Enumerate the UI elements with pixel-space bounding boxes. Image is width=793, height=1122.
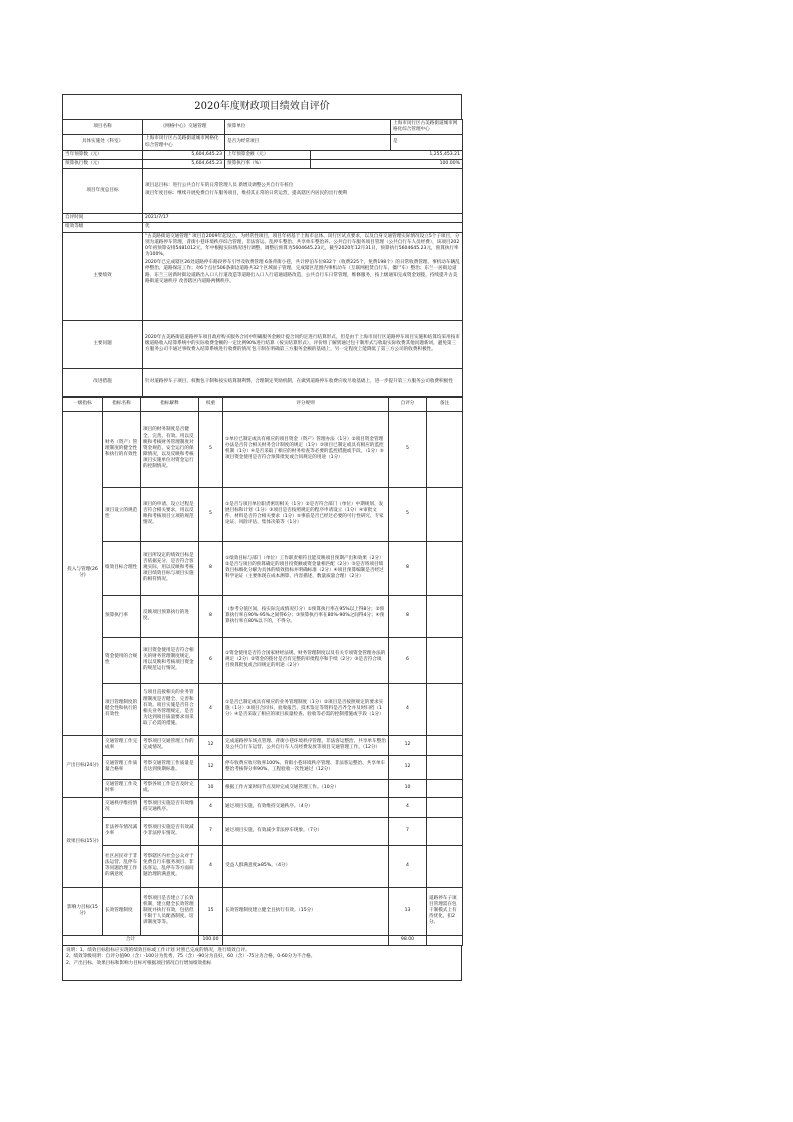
column-header-level1: 一级指标 xyxy=(63,397,103,411)
indicator-remark xyxy=(427,755,463,779)
indicator-remark xyxy=(427,797,463,817)
indicator-weight: 12 xyxy=(199,755,223,779)
self-score: 4 xyxy=(389,683,427,735)
self-score: 5 xyxy=(389,487,427,541)
indicator-explanation: 考察项目实施是否有效维持交通秩序。 xyxy=(141,797,199,817)
main-performance-para-1: "古美路街道交通管理" 项目自2009年起设立，为经常性项目，项目年初基于上海市总体、闵行区试点要求，以及自身交通管理实际情况设立5个子项目，分别为道路停车管理，背街小巷环境秩序综合管理，非法客运、乱停车整治、共享单车整治养、公共自行车服务项目管理（公共自行车人员经费），该项目2020年初预算安排5481012元，年中根据实际情况进行调整，调整后预算为5604645.23元，截至2020年12月31日，预算执行5604645.23元，预算执行率为100%。 xyxy=(145,233,460,258)
indicator-remark xyxy=(427,541,463,595)
indicator-explanation: 考察项目实施是否有效减少非法停车情况。 xyxy=(141,817,199,845)
column-header-level2: 指标名称 xyxy=(103,397,141,411)
indicator-explanation: 考察各项工作是否及时完成。 xyxy=(141,779,199,797)
scoring-rules: ①资金使用是否符合国家财经法规、财务管理制度以及有关专项资金管理办法的规定（2分）②资金的拨付是否有完整的审批程序和手续（2分）③是否符合项目预算批复或合同规定的用途（2分） xyxy=(223,637,389,683)
table-row xyxy=(63,411,463,487)
problems-label: 主要问题 xyxy=(63,320,143,368)
scoring-rules: 通过项目实施，有效减少非法停车现象。（7分） xyxy=(223,817,389,845)
impl-unit-value: 上海市闵行区古美路街道城市网格化综合管理中心 xyxy=(143,135,225,150)
indicator-remark: 道路停车子项目管理需在包干制模式上有待优化，扣2分。 xyxy=(427,887,463,935)
indicator-explanation: 项目的财务制度是否健全、完善、有效。用以反映和考核财务管理制度对资金规范、安全运行的保障情况，以及反映和考核项目实施单位对资金运行的控制情况。 xyxy=(141,411,199,487)
budget-exec-label: 预算执行数（元） xyxy=(63,159,143,168)
column-header-explain: 指标解释 xyxy=(141,397,199,411)
self-score: 10 xyxy=(389,779,427,797)
project-name-value: 《网格中心》交通管理 xyxy=(143,120,225,135)
indicator-name: 交通管理工作质量合格率 xyxy=(103,755,141,779)
table-row xyxy=(63,595,463,637)
indicator-remark xyxy=(427,779,463,797)
total-row xyxy=(63,935,463,945)
indicator-remark xyxy=(427,683,463,735)
indicator-weight: 4 xyxy=(199,845,223,887)
measures-label: 改进措施 xyxy=(63,368,143,396)
column-header-remark: 备注 xyxy=(427,397,463,411)
main-performance-label: 主要绩效 xyxy=(63,232,143,320)
indicator-name: 预算执行率 xyxy=(103,595,141,637)
scoring-rules: ①是否与项目单位职责密切相关（1分）②是否符合部门（单位）中期规划、发展目标和计划（1分）③项目是否按照规定的程序申请设立（1分）④审批文件、材料是否符合相关要求（1分）⑤事前是否已经过必要的可行性研究、专家论证、风险评估、集体决策等（1分） xyxy=(223,487,389,541)
self-score: 4 xyxy=(389,797,427,817)
indicator-weight: 8 xyxy=(199,595,223,637)
scoring-rules: 受益人群满意度≥85%。（4分） xyxy=(223,845,389,887)
self-score: 7 xyxy=(389,817,427,845)
table-row xyxy=(63,541,463,595)
indicator-name: 资金使用的合规性 xyxy=(103,637,141,683)
main-performance-text xyxy=(143,232,463,320)
indicator-explanation: 项目的申请、设立过程是否符合相关要求，用以反映和考核项目立项的规范情况。 xyxy=(141,487,199,541)
indicator-weight: 6 xyxy=(199,637,223,683)
budget-unit-label: 预算单位 xyxy=(225,120,391,135)
measures-text: 针对道路停车子项目，权衡包干制和按实结算制利弊，合理制定奖励机制，在做到道路停车收费应收尽收基础上，进一步提升第三方服务公司收费积极性 xyxy=(143,368,463,396)
indicator-name: 交通秩序维持情况 xyxy=(103,797,141,817)
indicator-name: 绩效目标合理性 xyxy=(103,541,141,595)
indicator-explanation: 项目所设定的绩效目标是否依据充分，是否符合客观实际，用以反映和考核项目绩效目标与项目实施的相符情况。 xyxy=(141,541,199,595)
eval-time-label: 自评时间 xyxy=(63,214,143,223)
indicator-explanation: 考察辖区内社会公众对于免费自行车服务项目、非法客运、乱停车等方面问题治理的满意度。 xyxy=(141,845,199,887)
indicator-explanation: 考察交通管理工作质量是否达到预期标准。 xyxy=(141,755,199,779)
note-line: 说明：1、绩效目标指标应实现的绩效目标或工作计划 对照已完成的情况，进行绩效自评。 xyxy=(66,947,250,953)
scoring-rules: 长效管理制度建立健全且执行有效。（15分） xyxy=(223,887,389,935)
indicator-name: 交通管理工作完成率 xyxy=(103,735,141,755)
goals-text xyxy=(143,169,463,214)
project-name-label: 项目名称 xyxy=(63,120,143,135)
column-header-rules: 评分规则 xyxy=(223,397,389,411)
indicator-weight: 5 xyxy=(199,411,223,487)
page-title: 2020年度财政项目绩效自评价 xyxy=(62,94,462,119)
indicator-remark xyxy=(427,735,463,755)
indicator-explanation: 项目资金使用是否符合相关的财务管理制度规定，用以反映和考核项目资金的规范运行情况。 xyxy=(141,637,199,683)
self-score: 8 xyxy=(389,595,427,637)
budget-current-value: 5,604,645.23 xyxy=(143,150,225,159)
indicator-name: 项目设立的规范性 xyxy=(103,487,141,541)
total-remark-empty xyxy=(427,935,463,945)
section-name: 投入与管理(26分) xyxy=(63,411,103,735)
exec-rate-value: 100.00% xyxy=(311,159,463,168)
goals-line-2: 项目年度目标：继续开展免费自行车服务项目，维持其正常的日常运营，提高辖区内居民的出行便利 xyxy=(145,191,348,197)
total-rules-empty xyxy=(223,935,389,945)
indicator-name: 非法停车情况减少率 xyxy=(103,817,141,845)
note-line: 2、绩效等级说明：自评分值90（含）-100分为优秀，75（含）-90分为良好，60（含）-75分为合格，0-60分为不合格。 xyxy=(66,954,316,960)
scoring-rules: ①是否已制定或具有相应的业务管理制度（1分）②项目是否按照规定的要求实施（1分）③项目合同书、验收报告、技术鉴定等资料是否齐全并及时归档（1分）④是否采取了相应的项目质量检查、验收等必需的控制措施或手段（1分） xyxy=(223,683,389,735)
indicator-remark xyxy=(427,817,463,845)
prev-budget-label: 上年预算金额（元） xyxy=(225,150,311,159)
budget-current-label: 当年预算数（元） xyxy=(63,150,143,159)
indicator-remark xyxy=(427,637,463,683)
indicator-name: 项目管理制度的健全性和执行的有效性 xyxy=(103,683,141,735)
self-score: 8 xyxy=(389,541,427,595)
scoring-rules: （参考分值区间，按实际完成情况打分）①预算执行率在95%以上得8分；②预算执行率在90%-95%之间得6分；③预算执行率在80%-90%之间得4分；④预算执行率在80%以下的，不得分。 xyxy=(223,595,389,637)
indicator-weight: 4 xyxy=(199,797,223,817)
table-row xyxy=(63,887,463,935)
table-row xyxy=(63,683,463,735)
table-row xyxy=(63,637,463,683)
total-label: 合计 xyxy=(63,935,199,945)
indicator-weight: 12 xyxy=(199,735,223,755)
evaluation-sheet xyxy=(62,94,462,981)
indicator-remark xyxy=(427,487,463,541)
section-name: 效果目标(15分) xyxy=(63,797,103,887)
grade-value: 优 xyxy=(143,223,463,232)
regular-project-label: 是否为经常项目 xyxy=(225,135,391,150)
prev-budget-value: 1,255,453.21 xyxy=(311,150,463,159)
indicator-header-row xyxy=(63,397,463,411)
indicator-name: 财务（资产）管理制度的健全性和执行的有效性 xyxy=(103,411,141,487)
indicator-table xyxy=(62,397,463,946)
indicator-weight: 7 xyxy=(199,817,223,845)
table-row xyxy=(63,779,463,797)
total-score: 98.00 xyxy=(389,935,427,945)
indicator-weight: 5 xyxy=(199,487,223,541)
section-name: 产出目标(24分) xyxy=(63,735,103,797)
self-score: 4 xyxy=(389,845,427,887)
budget-exec-value: 5,604,645.23 xyxy=(143,159,225,168)
indicator-name: 社区居民对于非法运营、乱停车等问题治理工作的满意度 xyxy=(103,845,141,887)
self-score: 12 xyxy=(389,735,427,755)
indicator-explanation: 考察项目交通管理工作的完成情况。 xyxy=(141,735,199,755)
scoring-rules: ①单位已制定或具有相应的项目资金（资产）管理办法（1分）②项目资金管理办法是否符合相关财务会计制度的规定（1分）③项目已制定或具有相应的监控机制（1分）④是否采取了相应的财务检查等必要的监控措施或手段。（1分）⑤项目资金使用是否符合预算批复或合同规定的用途（1分） xyxy=(223,411,389,487)
grade-label: 绩效等级 xyxy=(63,223,143,232)
impl-unit-label: 具体实施处（科室） xyxy=(63,135,143,150)
self-score: 6 xyxy=(389,637,427,683)
total-weight: 100.00 xyxy=(199,935,223,945)
self-score: 12 xyxy=(389,755,427,779)
indicator-weight: 8 xyxy=(199,541,223,595)
indicator-remark xyxy=(427,595,463,637)
info-table xyxy=(62,119,463,397)
goals-line-1: 项目总目标：进行公共自行车的日常管理人员 新增及调整公共自行车桩位 xyxy=(145,182,294,188)
indicator-name: 交通管理工作及时率 xyxy=(103,779,141,797)
goals-label: 项目年度总目标 xyxy=(63,169,143,214)
column-header-self-score: 自评分 xyxy=(389,397,427,411)
indicator-name: 长效管理制度 xyxy=(103,887,141,935)
table-row xyxy=(63,487,463,541)
table-row xyxy=(63,755,463,779)
table-row xyxy=(63,797,463,817)
scoring-rules: 停车收费应收尽收率100%、背街小巷环境秩序管理、非法客运整治、共享单车整治考核得分率90%、工程验收一次性通过（12分） xyxy=(223,755,389,779)
table-row xyxy=(63,845,463,887)
self-score: 13 xyxy=(389,887,427,935)
problems-text: 2020年古美路街道道路停车项目政府购买服务合同中明确服务金额计提合同约定进行结算形式，但是由于上海市闵行区道路停车项目实施和结算均采用按市级道路收入结算系统中的实际收费金额的一定比例90%进行结算（按实结算形式），评价组了解到通过包干制形式与收取实际收费其他问题新词，避免第三方服务公司不通过事收费入结算系统进行收费的情况 包干制在明确第三方服务金额的基础上，另一定程度上能降低了第三方公司的收费积极性。 xyxy=(143,320,463,368)
scoring-rules: 根据工作方案时间节点及时完成交通管理工作。（10分） xyxy=(223,779,389,797)
eval-time-value: 2021/7/17 xyxy=(143,214,463,223)
indicator-weight: 15 xyxy=(199,887,223,935)
table-row xyxy=(63,735,463,755)
regular-project-value: 是 xyxy=(391,135,463,150)
budget-unit-value: 上海市闵行区古美路街道城市网格化综合管理中心 xyxy=(391,120,463,135)
column-header-weight: 权重 xyxy=(199,397,223,411)
table-row xyxy=(63,817,463,845)
indicator-explanation: 考察项目是否建立了长效机制，建立健全长效管理制度并执行有效，包括但不限于人员配备制度、培训制度等等。 xyxy=(141,887,199,935)
notes xyxy=(62,946,462,981)
note-line: 2、产出目标、效果目标和影响力目标可根据项目情况自行增加绩效指标 xyxy=(66,960,212,966)
indicator-explanation: 反映项目预算执行的进度。 xyxy=(141,595,199,637)
exec-rate-label: 预算执行率（%） xyxy=(225,159,311,168)
self-score: 5 xyxy=(389,411,427,487)
scoring-rules: ①绩效目标与部门（单位）工作职责相符且能反映项目预期产出和效果（2分）②是否与项目的预算确定的项目投资额或资金量相匹配（2分）③是否将项目绩效目标细化分解为具体的绩效指标并明确标准（2分）④项目预算编制是否经过科学论证（主要体现在成本测算、内容描述、数量质量合理）（2分） xyxy=(223,541,389,595)
scoring-rules: 完成道路停车场点管理、背街小巷环境秩序管理、非法客运整治、共享单车整治及公共自行车运营、公共自行车人员经费发放等项目交通管理工作。（12分） xyxy=(223,735,389,755)
indicator-remark xyxy=(427,845,463,887)
scoring-rules: 通过项目实施，有效维持交通秩序。（4分） xyxy=(223,797,389,817)
indicator-weight: 4 xyxy=(199,683,223,735)
indicator-explanation: 与项目直接相关的业务管理制度是否健全、完善和有效。项目实施是否符合相关业务管理规定，是否为达到项目质量要求而采取了必需的措施。 xyxy=(141,683,199,735)
main-performance-para-2: 2020年已完成辖区26处道路停车路段停车引导及收费管理 6条背街小巷，共计停泊车位832个（收费225个，免费198个）的日常收费管理、事机动车辆乱停整治、道路保洁工作；对6个点位506条街边道路共32个区域面子管理，完成辖区范围内事机动车（互联网租赁自行车、僵尸车）整治；东兰一居街边道路、东兰三居新时街边道路出入口人行道改造等道路出入口人行道通道路改造，公共自行车日常管理，维修服务，按上级通知完成资金划拨，持续提升古美路街道交通秩序 改善辖区内道路两侧秩序。 xyxy=(145,260,460,284)
indicator-weight: 10 xyxy=(199,779,223,797)
indicator-remark xyxy=(427,411,463,487)
section-name: 影响力目标(15分) xyxy=(63,887,103,935)
